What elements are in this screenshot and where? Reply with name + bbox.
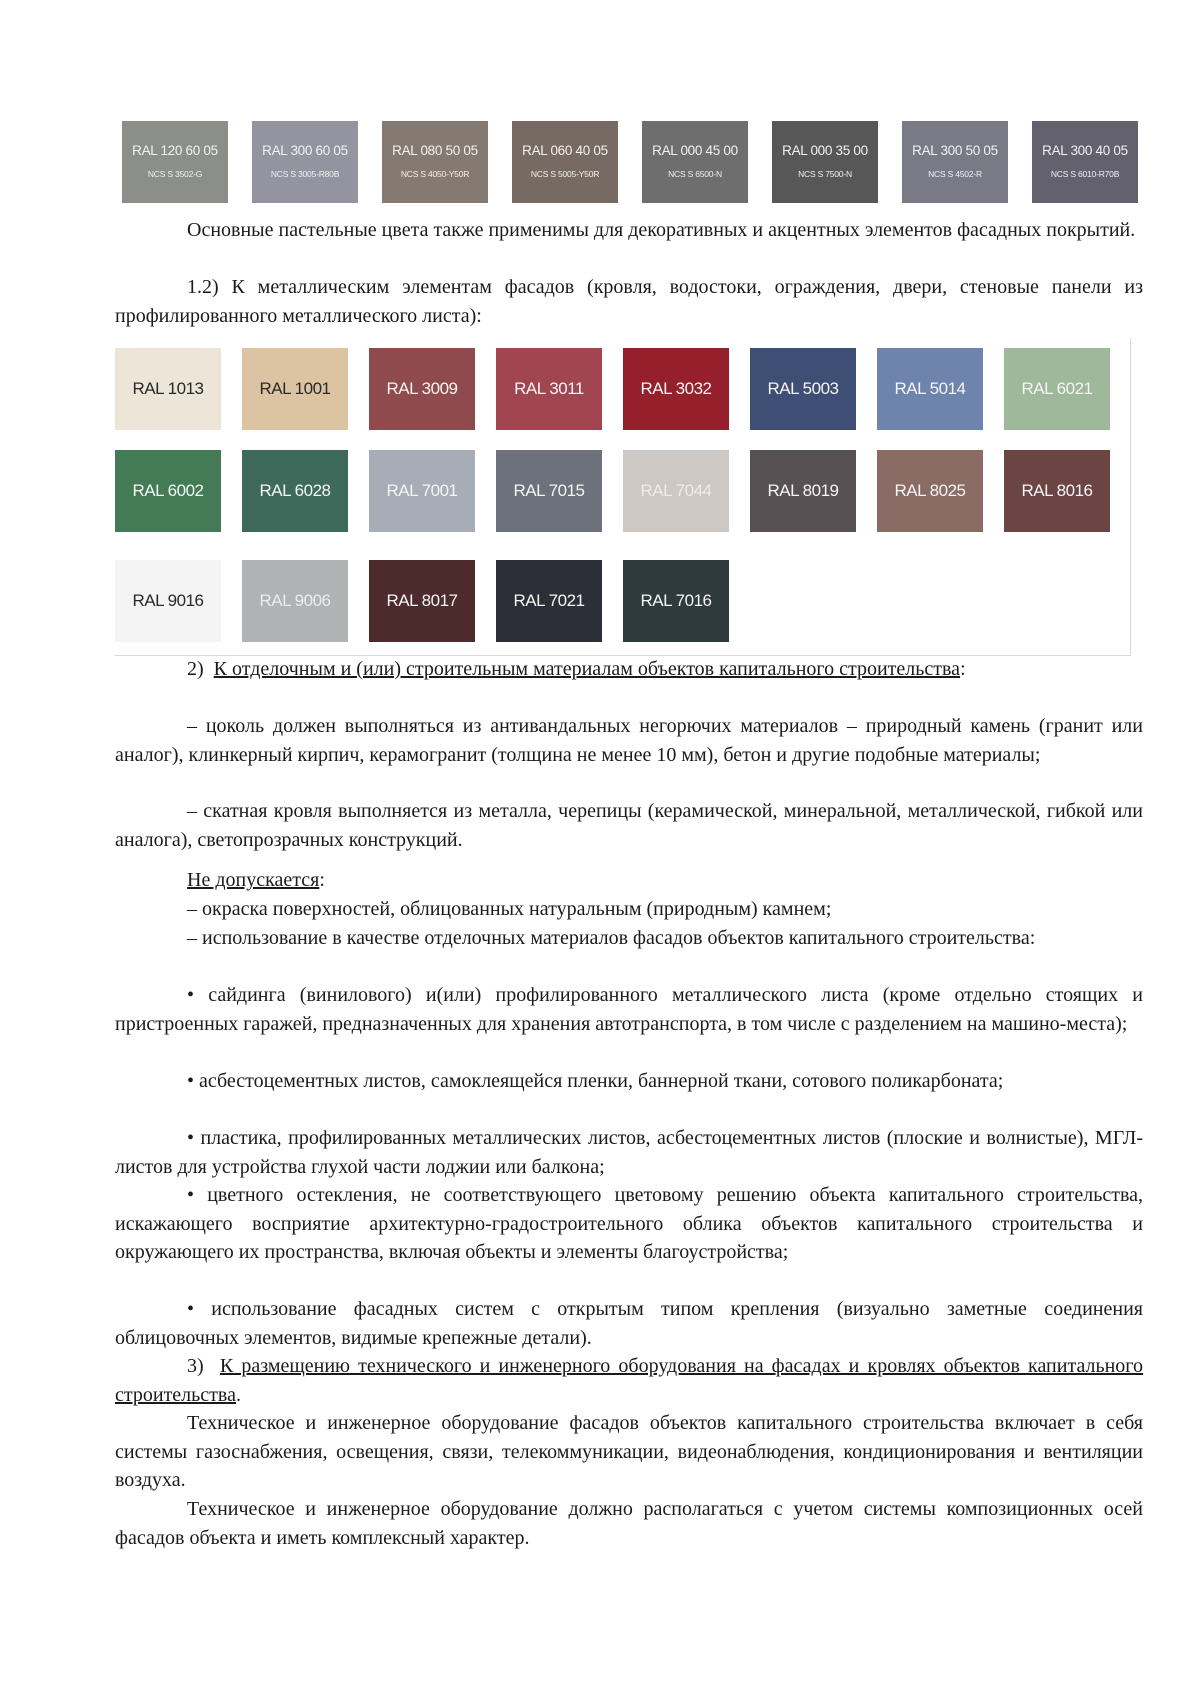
heading-materials-number: 2) (187, 658, 204, 680)
ral-swatch: RAL 8025 (877, 450, 983, 532)
pastel-swatch-ral-code: RAL 120 60 05 (132, 143, 218, 158)
paragraph-equipment-placement: Техническое и инженерное оборудование должно располагаться с учетом системы композиционных осей фасадов объекта и иметь комплексный характер. (115, 1498, 1143, 1549)
heading-not-allowed-colon: : (319, 869, 325, 891)
ral-swatch: RAL 8017 (369, 560, 475, 642)
ral-swatch: RAL 7016 (623, 560, 729, 642)
ral-swatch-grid (115, 338, 1131, 656)
pastel-swatch-ral-code: RAL 060 40 05 (522, 143, 608, 158)
paragraph-roof: – скатная кровля выполняется из металла, черепицы (керамической, минеральной, металлической, гибкой или аналога), светопрозрачных конструкций. (115, 800, 1143, 851)
paragraph-metal-elements: 1.2) К металлическим элементам фасадов (кровля, водостоки, ограждения, двери, стеновые панели из профилированного металлического листа): (115, 276, 1143, 327)
pastel-swatch-ncs-code: NCS S 3502-G (147, 169, 203, 179)
ral-swatch: RAL 9016 (115, 560, 221, 642)
ral-swatch: RAL 7044 (623, 450, 729, 532)
pastel-swatch-ral-code: RAL 000 35 00 (782, 143, 868, 158)
ral-swatch: RAL 3032 (623, 348, 729, 430)
pastel-swatch-ncs-code: NCS S 6010-R70B (1050, 169, 1120, 179)
heading-not-allowed (115, 866, 1143, 895)
pastel-swatch-strip (122, 121, 1142, 203)
pastel-swatch-ncs-code: NCS S 6500-N (668, 169, 722, 179)
ral-swatch: RAL 3011 (496, 348, 602, 430)
ral-swatch: RAL 6021 (1004, 348, 1110, 430)
pastel-swatch-ncs-code: NCS S 4050-Y50R (400, 169, 470, 179)
heading-materials-colon: : (960, 658, 966, 680)
pastel-swatch-ral-code: RAL 300 40 05 (1042, 143, 1128, 158)
heading-not-allowed-text: Не допускается (187, 869, 320, 891)
paragraph-finishing-use: – использование в качестве отделочных материалов фасадов объектов капитального строительства: (187, 927, 1036, 949)
pastel-swatch-ncs-code: NCS S 4502-R (928, 169, 982, 179)
pastel-swatch-ral-code: RAL 080 50 05 (392, 143, 478, 158)
paragraph-pastel-note: Основные пастельные цвета также применимы для декоративных и акцентных элементов фасадных покрытий. (187, 219, 1136, 241)
ral-swatch: RAL 5014 (877, 348, 983, 430)
pastel-swatch (252, 121, 358, 203)
heading-materials (115, 655, 1143, 684)
ral-swatch: RAL 5003 (750, 348, 856, 430)
pastel-swatch (1032, 121, 1138, 203)
pastel-swatch (642, 121, 748, 203)
bullet-facade-systems: • использование фасадных систем с открытым типом крепления (визуально заметные соединения облицовочных элементов, видимые крепежные детали). (115, 1298, 1143, 1349)
ral-swatch: RAL 6002 (115, 450, 221, 532)
ral-swatch: RAL 3009 (369, 348, 475, 430)
pastel-swatch-ral-code: RAL 300 60 05 (262, 143, 348, 158)
pastel-swatch-ral-code: RAL 000 45 00 (652, 143, 738, 158)
pastel-swatch (122, 121, 228, 203)
bullet-glazing: • цветного остекления, не соответствующего цветовому решению объекта капитального строительства, искажающего восприятие архитектурно-градостроительного облика объектов капитального строительства и окружающего их пространства, включая объекты и элементы благоустройства; (115, 1184, 1143, 1263)
heading-materials-text: К отделочным и (или) строительным материалам объектов капитального строительства (213, 658, 961, 680)
paragraph-plinth: – цоколь должен выполняться из антивандальных негорючих материалов – природный камень (гранит или аналог), клинкерный кирпич, керамогранит (толщина не менее 10 мм), бетон и другие подобные материалы; (115, 715, 1143, 766)
heading-equipment (115, 1352, 1143, 1409)
pastel-swatch (772, 121, 878, 203)
ral-swatch: RAL 7015 (496, 450, 602, 532)
bullet-plastic: • пластика, профилированных металлических листов, асбестоцементных листов (плоские и волнистые), МГЛ-листов для устройства глухой части лоджии или балкона; (115, 1127, 1143, 1178)
ral-swatch: RAL 9006 (242, 560, 348, 642)
ral-swatch: RAL 7021 (496, 560, 602, 642)
ral-swatch: RAL 6028 (242, 450, 348, 532)
heading-equipment-period: . (235, 1383, 241, 1406)
ral-swatch: RAL 7001 (369, 450, 475, 532)
pastel-swatch-ncs-code: NCS S 7500-N (798, 169, 852, 179)
bullet-asbestos: • асбестоцементных листов, самоклеящейся пленки, баннерной ткани, сотового поликарбоната; (187, 1070, 1004, 1092)
pastel-swatch (512, 121, 618, 203)
pastel-swatch-ncs-code: NCS S 5005-Y50R (530, 169, 600, 179)
paragraph-stone-painting: – окраска поверхностей, облицованных натуральным (природным) камнем; (187, 898, 832, 920)
pastel-swatch-ncs-code: NCS S 3005-R80B (270, 169, 340, 179)
ral-swatch: RAL 8016 (1004, 450, 1110, 532)
pastel-swatch (902, 121, 1008, 203)
pastel-swatch-ral-code: RAL 300 50 05 (912, 143, 998, 158)
heading-equipment-text: К размещению технического и инженерного оборудования на фасадах и кровлях объектов капитального строительства (115, 1355, 1144, 1406)
pastel-swatch (382, 121, 488, 203)
bullet-siding: • сайдинга (винилового) и(или) профилированного металлического листа (кроме отдельно стоящих и пристроенных гаражей, предназначенных для хранения автотранспорта, в том числе с разделением на машино-места); (115, 984, 1143, 1035)
paragraph-equipment-systems: Техническое и инженерное оборудование фасадов объектов капитального строительства включает в себя системы газоснабжения, освещения, связи, телекоммуникации, видеонаблюдения, кондиционирования и вентиляции воздуха. (115, 1412, 1143, 1491)
heading-equipment-number: 3) (187, 1355, 204, 1377)
ral-swatch: RAL 1001 (242, 348, 348, 430)
ral-swatch: RAL 1013 (115, 348, 221, 430)
ral-swatch: RAL 8019 (750, 450, 856, 532)
